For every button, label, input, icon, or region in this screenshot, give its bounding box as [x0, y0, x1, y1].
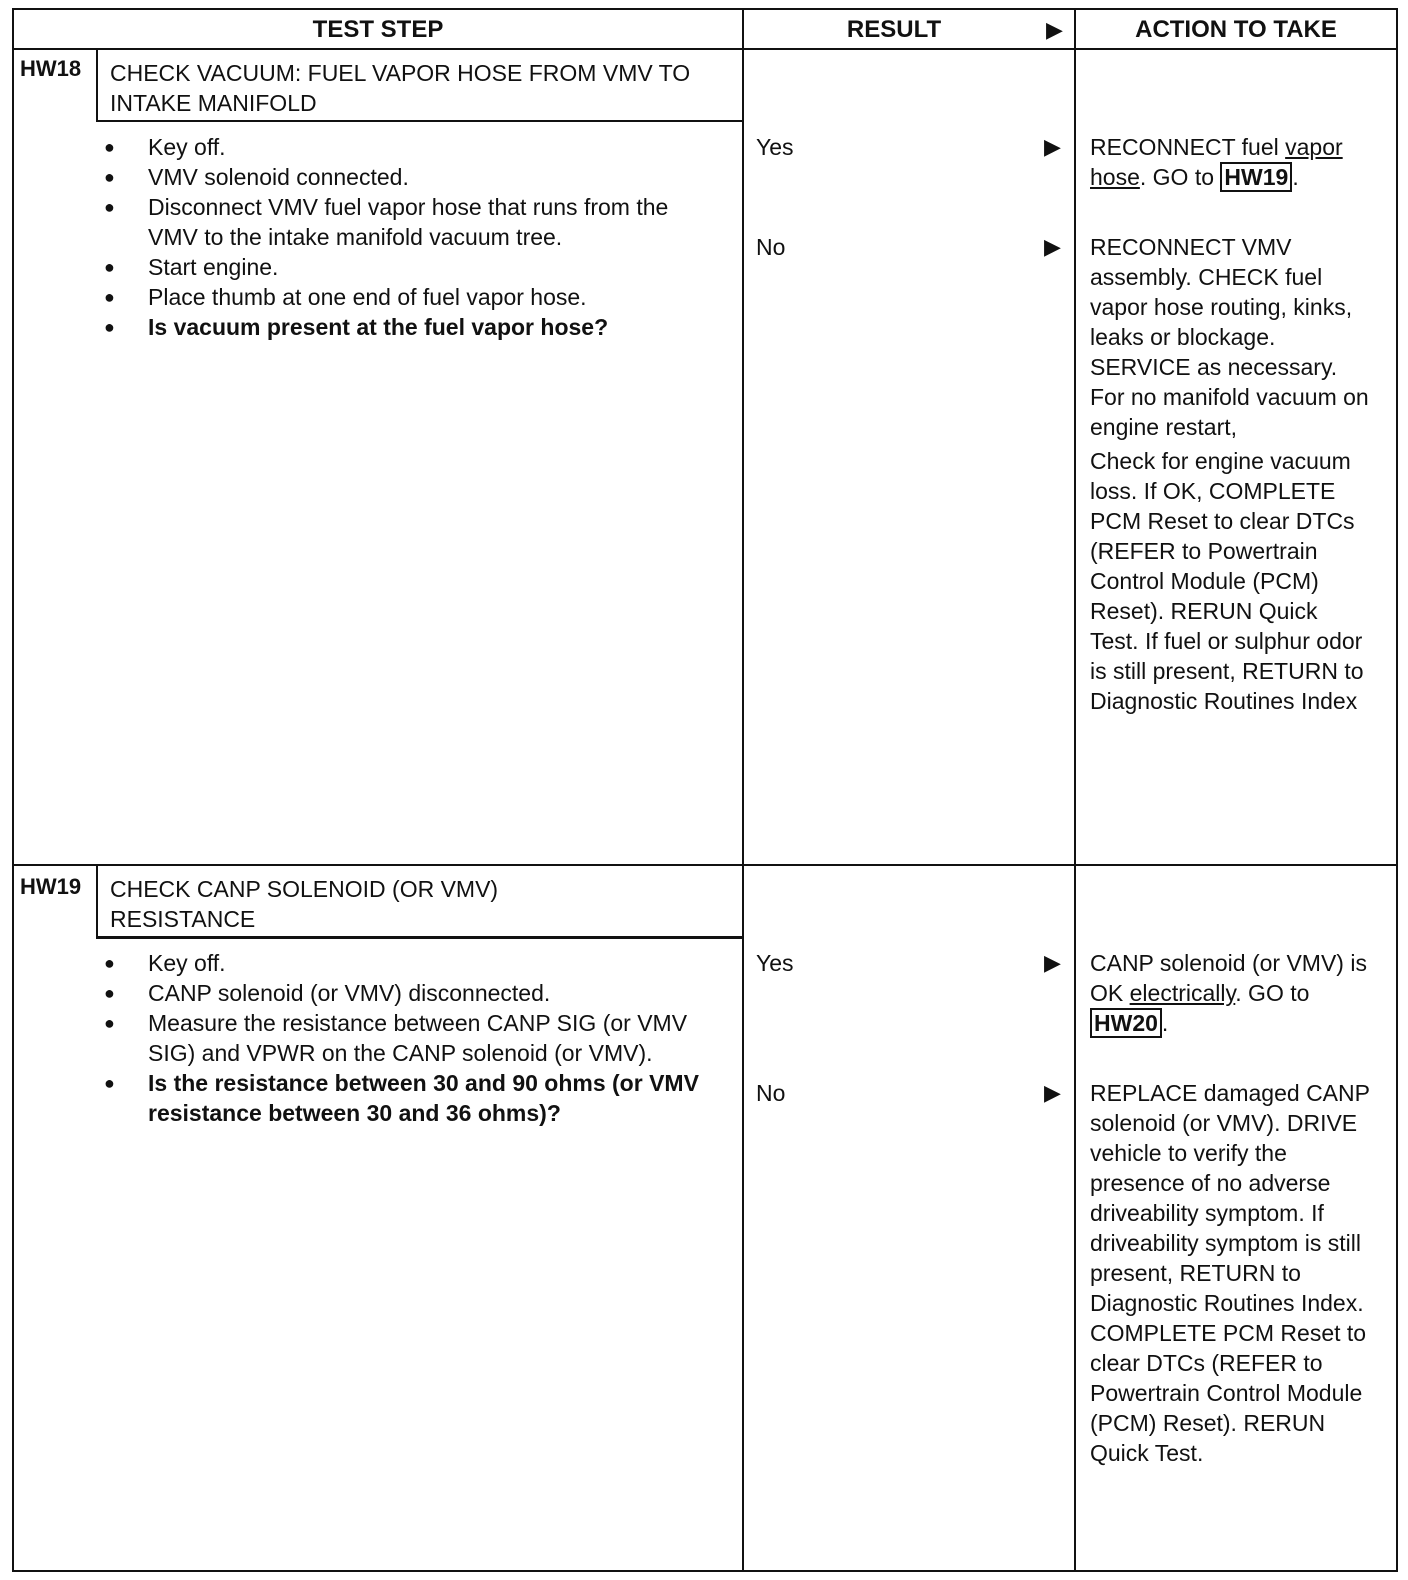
header-action: ACTION TO TAKE — [1135, 16, 1337, 43]
action-text: CANP solenoid (or VMV) is OK — [1090, 950, 1367, 1006]
question-item: ● Is vacuum present at the fuel vapor hose? — [104, 312, 714, 342]
instruction-item: ● Disconnect VMV fuel vapor hose that runs from the VMV to the intake manifold vacuum tree. — [104, 192, 714, 252]
action-text: . — [1292, 164, 1299, 190]
instruction-item: ● CANP solenoid (or VMV) disconnected. — [104, 978, 724, 1008]
result-no: No — [756, 234, 786, 260]
row-divider — [14, 864, 1396, 866]
instruction-item: ● Key off. — [104, 948, 724, 978]
step-reference-link[interactable]: HW19 — [1220, 162, 1292, 192]
action-yes — [1090, 132, 1372, 192]
step-id: HW19 — [20, 874, 82, 899]
result-yes: Yes — [756, 134, 794, 160]
step-instructions — [104, 132, 714, 342]
step-title-underline — [96, 120, 742, 122]
arrow-right-icon: ▶ — [1044, 1080, 1061, 1105]
action-text: RECONNECT fuel — [1090, 134, 1286, 160]
action-text: . GO to — [1235, 980, 1310, 1006]
diagnostic-table — [12, 8, 1398, 1572]
step-title: CHECK VACUUM: FUEL VAPOR HOSE FROM VMV TO INTAKE MANIFOLD — [110, 60, 691, 116]
step-title-underline — [96, 936, 742, 939]
action-paragraph: Check for engine vacuum loss. If OK, COMPLETE PCM Reset to clear DTCs (REFER to Powertrain Control Module (PCM) Reset). RERUN Quick Test. If fuel or sulphur odor is still present, RETURN to Diagnostic Routines Index — [1090, 448, 1364, 714]
step-title: CHECK CANP SOLENOID (OR VMV) RESISTANCE — [110, 876, 499, 932]
action-no — [1090, 1078, 1372, 1468]
header-result: RESULT — [846, 16, 942, 43]
instruction-item: ● Start engine. — [104, 252, 714, 282]
question-item: ● Is the resistance between 30 and 90 ohms (or VMV resistance between 30 and 36 ohms)? — [104, 1068, 724, 1128]
action-no — [1090, 232, 1372, 716]
instruction-item: ● Place thumb at one end of fuel vapor hose. — [104, 282, 714, 312]
step-instructions — [104, 948, 724, 1128]
column-divider — [1074, 10, 1076, 1570]
action-paragraph: REPLACE damaged CANP solenoid (or VMV). DRIVE vehicle to verify the presence of no adverse driveability symptom. If driveability symptom is still present, RETURN to Diagnostic Routines Index. COMPLETE PCM Reset to clear DTCs (REFER to Powertrain Control Module (PCM) Reset). RERUN Quick Test. — [1090, 1080, 1370, 1466]
step-reference-link[interactable]: HW20 — [1090, 1008, 1162, 1038]
instruction-item: ● Key off. — [104, 132, 714, 162]
header-test-step: TEST STEP — [312, 16, 444, 43]
header-arrow-icon: ▶ — [1046, 17, 1063, 42]
result-no: No — [756, 1080, 786, 1106]
action-yes — [1090, 948, 1372, 1038]
result-yes: Yes — [756, 950, 794, 976]
column-divider — [742, 10, 744, 1570]
instruction-item: ● VMV solenoid connected. — [104, 162, 714, 192]
action-paragraph: RECONNECT VMV assembly. CHECK fuel vapor hose routing, kinks, leaks or blockage. SERVICE as necessary. For no manifold vacuum on engine restart, — [1090, 234, 1369, 440]
arrow-right-icon: ▶ — [1044, 234, 1061, 259]
action-text: . — [1161, 1010, 1169, 1036]
arrow-right-icon: ▶ — [1044, 950, 1061, 975]
step-id: HW18 — [20, 56, 82, 81]
action-text: . GO to — [1139, 164, 1221, 190]
action-text-underlined: vapor hose — [1090, 134, 1343, 190]
arrow-right-icon: ▶ — [1044, 134, 1061, 159]
instruction-item: ● Measure the resistance between CANP SIG (or VMV SIG) and VPWR on the CANP solenoid (or VMV). — [104, 1008, 724, 1068]
action-text-underlined: electrically — [1129, 980, 1236, 1006]
